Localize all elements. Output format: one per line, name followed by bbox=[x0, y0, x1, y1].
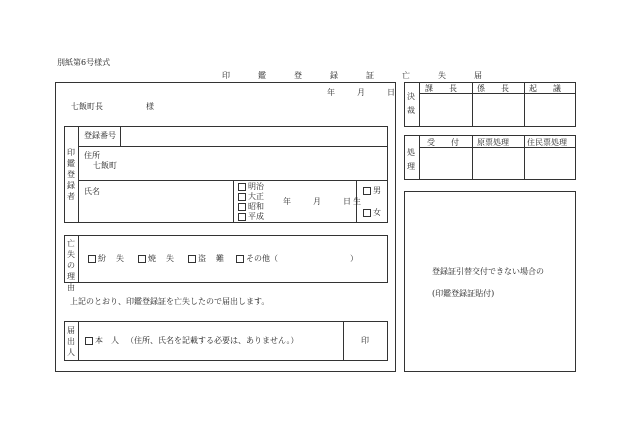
registrant-section-label: 印鑑登録者 bbox=[67, 148, 75, 201]
checkbox-icon bbox=[238, 193, 246, 201]
reason-theft[interactable]: 盗 難 bbox=[188, 255, 225, 263]
address-value[interactable]: 七飯町 bbox=[93, 161, 117, 170]
era-meiji[interactable]: 明治 bbox=[238, 183, 264, 191]
reason-fire[interactable]: 焼 失 bbox=[138, 255, 175, 263]
reg-number-field[interactable] bbox=[121, 127, 387, 145]
reissue-box bbox=[404, 191, 576, 372]
checkbox-icon bbox=[138, 255, 146, 263]
birthdate-label: 年 月 日生 bbox=[283, 197, 363, 206]
honorific: 様 bbox=[146, 102, 154, 111]
seal-mark: 印 bbox=[361, 336, 369, 345]
checkbox-icon bbox=[238, 183, 246, 191]
checkbox-icon bbox=[238, 203, 246, 211]
era-heisei[interactable]: 平成 bbox=[238, 213, 264, 221]
loss-reason-label: 亡失の理由 bbox=[67, 239, 75, 292]
notifier-self[interactable]: 本 人 bbox=[85, 337, 119, 345]
notifier-label: 届出人 bbox=[67, 326, 75, 357]
reason-other[interactable]: その他（ ） bbox=[236, 255, 358, 263]
checkbox-icon bbox=[88, 255, 96, 263]
checkbox-icon bbox=[363, 187, 371, 195]
era-showa[interactable]: 昭和 bbox=[238, 203, 264, 211]
approval-col-section-chief: 課 長 bbox=[425, 84, 457, 93]
notifier-note: （住所、氏名を記載する必要は、ありません。） bbox=[126, 336, 299, 345]
processing-col-record: 原票処理 bbox=[477, 138, 509, 147]
form-title: 印 鑑 登 録 証 亡 失 届 bbox=[222, 71, 492, 80]
checkbox-icon bbox=[363, 209, 371, 217]
era-taisho[interactable]: 大正 bbox=[238, 193, 264, 201]
checkbox-icon bbox=[85, 337, 93, 345]
reissue-line1: 登録証引替交付できない場合の bbox=[432, 267, 544, 276]
approval-col-drafter: 起 議 bbox=[529, 84, 561, 93]
mayor-name: 七飯町長 bbox=[71, 102, 103, 111]
processing-label: 処理 bbox=[407, 148, 415, 171]
checkbox-icon bbox=[188, 255, 196, 263]
statement: 上記のとおり、印鑑登録証を亡失したので届出します。 bbox=[70, 297, 270, 306]
processing-col-resident: 住民票処理 bbox=[527, 138, 567, 147]
address-label: 住所 bbox=[84, 151, 100, 160]
date-line: 年 月 日 bbox=[327, 88, 397, 97]
approval-label: 決裁 bbox=[407, 92, 415, 115]
approval-col-subsection-chief: 係 長 bbox=[477, 84, 509, 93]
reissue-line2: (印鑑登録証貼付) bbox=[432, 289, 495, 298]
checkbox-icon bbox=[236, 255, 244, 263]
sex-male[interactable]: 男 bbox=[363, 187, 381, 195]
sex-female[interactable]: 女 bbox=[363, 209, 381, 217]
name-label: 氏名 bbox=[84, 187, 100, 196]
processing-col-reception: 受 付 bbox=[427, 138, 459, 147]
reason-loss[interactable]: 紛 失 bbox=[88, 255, 125, 263]
checkbox-icon bbox=[238, 213, 246, 221]
reg-number-label: 登録番号 bbox=[84, 131, 116, 140]
form-number: 別紙第6号様式 bbox=[57, 58, 111, 67]
